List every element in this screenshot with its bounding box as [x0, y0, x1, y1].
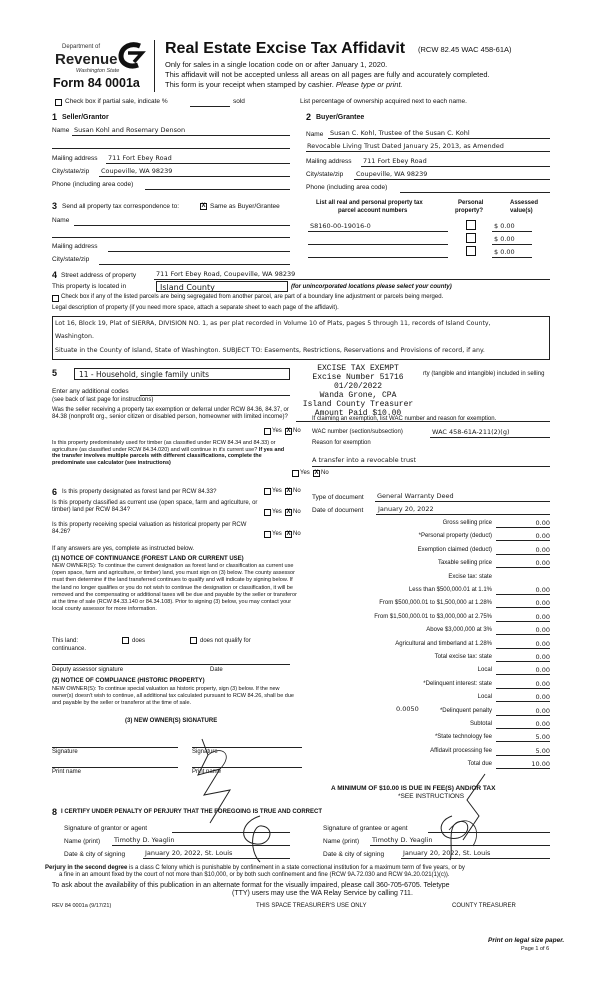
continuance-notice-title: (1) NOTICE OF CONTINUANCE (FOREST LAND OR CURRENT USE): [52, 556, 244, 562]
timber-yes-checkbox[interactable]: [292, 470, 299, 477]
current-use-no-label: No: [293, 509, 301, 515]
buyer-section-number: 2: [306, 112, 312, 122]
parcel-header-1: List all real and personal property tax: [316, 200, 423, 206]
correspondence-name-label: Name: [52, 217, 70, 224]
tax-row-label: Gross selling price: [442, 520, 492, 526]
tax-row-label: Local: [477, 694, 492, 701]
continuance-label: continuance.: [52, 646, 87, 652]
historic-question: Is this property receiving special valuation as historical property per RCW 84.26?: [52, 522, 247, 535]
tax-row-label: Agricultural and timberland at 1.28%: [395, 640, 492, 647]
local-rate-value[interactable]: 0.0050: [396, 705, 419, 713]
parcel-number-1[interactable]: S8160-00-19016-0: [310, 222, 371, 230]
tax-row-label: Affidavit processing fee: [430, 747, 492, 754]
forest-no-label: No: [293, 488, 301, 494]
segregated-parcel-label: Check box if any of the listed parcels are being segregated from another parcel, are part of a boundary line adjustment or parcels being merged.: [61, 294, 444, 300]
tax-row-label: *State technology fee: [434, 734, 492, 741]
exemption-yes-checkbox[interactable]: [264, 428, 271, 435]
timber-yes-label: Yes: [300, 470, 310, 476]
instruction-line-2: This affidavit will not be accepted unless all areas on all pages are fully and accurately completed.: [165, 70, 490, 79]
tax-row-value[interactable]: 0.00: [535, 666, 550, 675]
buyer-mailing-value[interactable]: 711 Fort Ebey Road: [363, 157, 427, 165]
land-use-select[interactable]: [74, 368, 290, 380]
reason-label: Reason for exemption: [312, 440, 371, 446]
grantee-name-value[interactable]: Timothy D. Yeaglin: [372, 836, 433, 844]
street-address-label: Street address of property: [61, 272, 137, 279]
designation-section-number: 6: [52, 487, 58, 497]
tax-row-label: *Delinquent interest: state: [423, 680, 492, 687]
tax-row-value[interactable]: 0.00: [535, 693, 550, 702]
tax-row-value[interactable]: 0.00: [535, 586, 550, 594]
historic-yes-label: Yes: [272, 531, 282, 537]
tax-row-value[interactable]: 0.00: [535, 519, 550, 527]
grantee-signature-icon: [430, 812, 490, 862]
tax-row-value[interactable]: 0.00: [535, 532, 550, 541]
seller-mailing-value[interactable]: 711 Fort Ebey Road: [108, 154, 172, 162]
exemption-no-label: No: [293, 428, 301, 434]
deputy-date-label: Date: [210, 667, 223, 673]
buyer-city-value[interactable]: Coupeville, WA 98239: [356, 170, 428, 178]
additional-codes-label: Enter any additional codes: [52, 388, 129, 395]
new-owner-signature-title: (3) NEW OWNER(S) SIGNATURE: [125, 718, 218, 724]
seller-city-value[interactable]: Coupeville, WA 98239: [101, 167, 173, 175]
buyer-name-label: Name: [306, 131, 324, 138]
see-instructions-note: *SEE INSTRUCTIONS: [398, 793, 465, 800]
instruction-line-1: Only for sales in a single location code on or after January 1, 2020.: [165, 60, 388, 69]
seller-mailing-label: Mailing address: [52, 155, 98, 162]
stamp-line-6: Amount Paid $10.00: [314, 409, 402, 418]
wac-number-label: WAC number (section/subsection): [312, 429, 403, 435]
page-number: Page 1 of 6: [521, 946, 550, 952]
grantee-date-value[interactable]: January 20, 2022, St. Louis: [403, 849, 491, 857]
tax-row-value[interactable]: 0.00: [535, 612, 550, 621]
tax-row-label: From $500,000.01 to $1,500,000 at 1.28%: [379, 600, 492, 607]
assessed-value-1[interactable]: $ 0.00: [494, 222, 515, 230]
continuance-notice-body: NEW OWNER(S): To continue the current designation as forest land or classification as current use (open space, farm and agriculture, or timber) land, you must sign on (3) below. The county assessor must then determine if the land transferred continues to qualify and will indicate by signing below. If the land no longer qualifies or you do not wish to continue the designation or classification, it will be removed and the compensating or additional taxes will be due and payable by the seller or transferor at the time of sale (RCW 84.33.140 or 84.34.108). Prior to signing (3) below, you may contact your local county assessor for more information.: [52, 563, 297, 613]
county-treasurer-label: COUNTY TREASURER: [452, 903, 516, 909]
assessed-value-2[interactable]: $ 0.00: [494, 235, 515, 243]
timber-no-checkbox[interactable]: X: [314, 470, 319, 476]
seller-name-label: Name: [52, 127, 70, 134]
tax-row-value[interactable]: 0.00: [535, 653, 550, 661]
buyer-phone-label: Phone (including area code): [306, 184, 388, 191]
located-in-label: This property is located in: [52, 283, 127, 290]
seller-city-label: City/state/zip: [52, 168, 90, 175]
dept-line: Department of: [62, 44, 101, 50]
assessed-value-header-2: value(s): [510, 208, 533, 214]
legal-description-line-2: Washington.: [55, 333, 95, 340]
stamp-line-4: Wanda Grone, CPA: [319, 391, 397, 400]
grantor-name-label: Name (print): [64, 838, 101, 845]
tax-row-value[interactable]: 0.00: [535, 706, 550, 715]
assessed-value-header-1: Assessed: [510, 200, 539, 206]
this-land-label: This land:: [52, 638, 79, 644]
certification-section-number: 8: [52, 807, 58, 817]
segregated-parcel-checkbox[interactable]: [52, 295, 59, 302]
street-address-value[interactable]: 711 Fort Ebey Road, Coupeville, WA 98239: [156, 270, 296, 278]
personal-property-header-2: property?: [455, 208, 484, 214]
minimum-fee-note: A MINIMUM OF $10.00 IS DUE IN FEE(S) AND/OR TAX: [331, 785, 496, 792]
tax-row-label: Total excise tax: state: [434, 654, 492, 660]
land-use-section-number: 5: [52, 368, 58, 378]
exemption-claim-label: If claiming an exemption, list WAC number and reason for exemption.: [312, 416, 497, 422]
property-section-number: 4: [52, 270, 58, 280]
personal-property-checkbox-2[interactable]: [466, 233, 476, 243]
partial-sale-checkbox[interactable]: [55, 99, 62, 106]
tax-row-label: Total due: [467, 761, 492, 768]
partial-sale-label: Check box if partial sale, indicate %: [65, 98, 168, 105]
personal-property-checkbox-1[interactable]: [466, 220, 476, 230]
stamp-line-2: Excise Number 51716: [312, 373, 404, 382]
seller-name-value[interactable]: Susan Kohl and Rosemary Denson: [74, 126, 186, 134]
print-name-label-2: Print name: [192, 769, 222, 775]
current-use-question: Is this property classified as current use (open space, farm and agriculture, or timber) land per RCW 84.34?: [52, 500, 258, 513]
compliance-notice-body: NEW OWNER(S): To continue special valuation as historic property, sign (3) below. If the new owner(s) doesn't wish to continue, all additional tax calculated pursuant to RCW 84.26, shall be due and payable by the seller or transferor at the time of sale.: [52, 686, 294, 707]
stamp-line-3: 01/20/2022: [333, 382, 382, 391]
grantor-name-value[interactable]: Timothy D. Yeaglin: [114, 836, 175, 844]
alternate-format-line-1: To ask about the availability of this publication in an alternate format for the visually impaired, please call 360-705-6705. Teletype: [52, 882, 450, 889]
county-value: Island County: [160, 283, 215, 292]
compliance-notice-title: (2) NOTICE OF COMPLIANCE (HISTORIC PROPERTY): [52, 678, 205, 684]
current-use-yes-label: Yes: [272, 509, 282, 515]
current-use-yes-checkbox[interactable]: [264, 509, 271, 516]
buyer-name-value-1[interactable]: Susan C. Kohl, Trustee of the Susan C. Kohl: [330, 129, 470, 137]
tax-row-value[interactable]: 0.00: [535, 559, 550, 568]
same-as-buyer-label: Same as Buyer/Grantee: [210, 203, 280, 210]
legal-description-label: Legal description of property (if you need more space, attach a separate sheet to each page of the affidavit).: [52, 305, 339, 311]
grantee-name-label: Name (print): [323, 838, 360, 845]
current-use-no-checkbox[interactable]: X: [286, 509, 291, 515]
tax-row-value[interactable]: 0.00: [535, 639, 550, 648]
personal-property-header-1: Personal: [458, 200, 484, 206]
personal-property-checkbox-3[interactable]: [466, 246, 476, 256]
revision-number: REV 84 0001a (9/17/21): [52, 903, 112, 909]
buyer-mailing-label: Mailing address: [306, 158, 352, 165]
legal-description-line-3: Situate in the County of Island, State of Washington. SUBJECT TO: Easements, Restrictions, Reservations and Provisions of record, if any.: [55, 347, 485, 354]
seller-section-number: 1: [52, 112, 58, 122]
grantor-date-value[interactable]: January 20, 2022, St. Louis: [145, 849, 233, 857]
tax-row-value[interactable]: 10.00: [531, 760, 550, 769]
tax-row-value[interactable]: 0.00: [535, 679, 550, 688]
correspondence-label: Send all property tax correspondence to:: [62, 203, 180, 210]
grantor-signature-icon: [230, 814, 290, 864]
correspondence-section-number: 3: [52, 201, 58, 211]
grantor-signature-label: Signature of grantor or agent: [64, 825, 148, 832]
buyer-heading: Buyer/Grantee: [316, 114, 365, 121]
print-name-label-1: Print name: [52, 769, 82, 775]
wac-number-value[interactable]: WAC 458-61A-211(2)(g): [432, 428, 510, 436]
assessed-value-3[interactable]: $ 0.00: [494, 248, 515, 256]
document-date-label: Date of document: [312, 507, 364, 514]
deputy-assessor-label: Deputy assessor signature: [52, 667, 124, 673]
same-as-buyer-checkbox[interactable]: X: [201, 203, 206, 209]
historic-no-checkbox[interactable]: X: [286, 531, 291, 537]
alternate-format-line-2: (TTY) users may use the WA Relay Service by calling 711.: [232, 890, 413, 897]
document-type-value[interactable]: General Warranty Deed: [377, 492, 454, 500]
buyer-city-label: City/state/zip: [306, 171, 344, 178]
tax-row-label: Less than $500,000.01 at 1.1%: [408, 587, 492, 593]
state-line: Washington State: [76, 68, 120, 74]
tax-row-value[interactable]: 0.00: [535, 599, 550, 608]
historic-yes-checkbox[interactable]: [264, 531, 271, 538]
certification-statement: I CERTIFY UNDER PENALTY OF PERJURY THAT THE FOREGOING IS TRUE AND CORRECT: [61, 809, 323, 815]
treasurer-use-label: THIS SPACE TREASURER'S USE ONLY: [256, 903, 367, 909]
revenue-wordmark: Revenue: [55, 51, 118, 68]
forest-land-question: Is this property designated as forest land per RCW 84.33?: [62, 489, 217, 495]
see-back-note: (see back of last page for instructions): [52, 397, 154, 403]
buyer-name-value-2[interactable]: Revocable Living Trust Dated January 25, 2013, as Amended: [307, 142, 504, 150]
tax-row-value[interactable]: 0.00: [535, 626, 550, 635]
seller-phone-label: Phone (including area code): [52, 181, 134, 188]
historic-no-label: No: [293, 531, 301, 537]
document-date-value[interactable]: January 20, 2022: [378, 505, 434, 513]
tax-row-label: Subtotal: [469, 721, 492, 727]
stamp-line-1: EXCISE TAX EXEMPT: [317, 364, 399, 373]
unincorporated-note: (for unincorporated locations please select your county): [291, 284, 452, 290]
timber-no-label: No: [321, 470, 329, 476]
grantee-signature-label: Signature of grantee or agent: [323, 825, 408, 832]
signature-label-2: Signature: [192, 749, 218, 755]
tax-row-value[interactable]: 5.00: [535, 733, 550, 742]
tax-row-label: *Personal property (deduct): [418, 533, 492, 540]
stamp-line-5: Island County Treasurer: [302, 400, 414, 409]
legal-paper-note: Print on legal size paper.: [488, 937, 565, 944]
parcel-header-2: parcel account numbers: [338, 208, 408, 214]
tax-row-label: Excise tax: state: [448, 573, 492, 580]
signature-label-1: Signature: [52, 749, 78, 755]
tax-row-label: Above $3,000,000 at 3%: [426, 627, 492, 634]
grantor-date-label: Date & city of signing: [64, 851, 126, 858]
exemption-no-checkbox[interactable]: X: [286, 428, 291, 434]
tax-row-label: *Delinquent penalty: [439, 707, 492, 714]
timber-question: Is this property predominately used for timber (as classified under RCW 84.34 and 84.33) or agriculture (as classified under RCW 84.34.020) and will continue in it's current use? If yes and the transfer involves multiple parcels with different classifications, complete the predominate use calculator (see instructions): [52, 440, 285, 466]
not-qualifies-checkbox[interactable]: [190, 637, 197, 644]
county-select[interactable]: [156, 281, 288, 292]
list-percentage-note: List percentage of ownership acquired next to each name.: [300, 98, 467, 105]
grantee-date-label: Date & city of signing: [323, 851, 385, 858]
if-yes-note: If any answers are yes, complete as instructed below.: [52, 546, 195, 552]
tax-row-value[interactable]: 0.00: [535, 720, 550, 728]
tax-row-value[interactable]: 5.00: [535, 746, 550, 755]
forest-no-checkbox[interactable]: X: [286, 488, 291, 494]
seller-heading: Seller/Grantor: [62, 114, 109, 121]
legal-description-line-1: Lot 16, Block 19, Plat of SIERRA, DIVISION NO. 1, as per plat recorded in Volume 10 of Plats, pages 5 through 11, records of Island County,: [55, 320, 491, 327]
tax-row-label: Exemption claimed (deduct): [417, 546, 492, 553]
tax-row-value[interactable]: 0.00: [535, 545, 550, 554]
qualifies-label: does: [132, 638, 146, 644]
tax-row-label: From $1,500,000.01 to $3,000,000 at 2.75%: [374, 613, 492, 620]
document-type-label: Type of document: [312, 494, 364, 501]
land-use-value: 11 - Household, single family units: [79, 370, 210, 379]
instruction-line-3: This form is your receipt when stamped by cashier. Please type or print.: [165, 80, 403, 89]
exemption-question: Was the seller receiving a property tax exemption or deferral under RCW 84.36, 84.37, or 84.38 (nonprofit org., senior citizen or disabled person, homeowner with limited income)?: [52, 407, 289, 420]
dor-logo-icon: [118, 40, 146, 70]
excise-exempt-stamp: [296, 364, 420, 418]
page-title: Real Estate Excise Tax Affidavit: [165, 40, 406, 57]
form-number: Form 84 0001a: [53, 76, 140, 90]
perjury-line-2: a fine in an amount fixed by the court of not more than $10,000, or by both such confinement and fine (RCW 9A.72.030 and RCW 9A.20.021(1)(c)).: [59, 872, 450, 878]
correspondence-city-label: City/state/zip: [52, 256, 90, 263]
forest-yes-label: Yes: [272, 488, 282, 494]
forest-yes-checkbox[interactable]: [264, 488, 271, 495]
sold-label: sold: [233, 98, 245, 105]
perjury-line-1: Perjury in the second degree is a class C felony which is punishable by confinement in a state correctional institution for a maximum term of five years, or by: [45, 865, 465, 871]
personal-property-tail: rty (tangible and intangible) included in selling: [423, 371, 545, 377]
qualifies-checkbox[interactable]: [122, 637, 129, 644]
reason-value[interactable]: A transfer into a revocable trust: [312, 456, 416, 464]
tax-row-label: Local: [477, 667, 492, 674]
not-qualifies-label: does not qualify for: [200, 638, 251, 644]
rcw-reference: (RCW 82.45 WAC 458-61A): [418, 45, 512, 54]
exemption-yes-label: Yes: [272, 428, 282, 434]
correspondence-mailing-label: Mailing address: [52, 243, 98, 250]
tax-row-label: Taxable selling price: [437, 560, 492, 567]
